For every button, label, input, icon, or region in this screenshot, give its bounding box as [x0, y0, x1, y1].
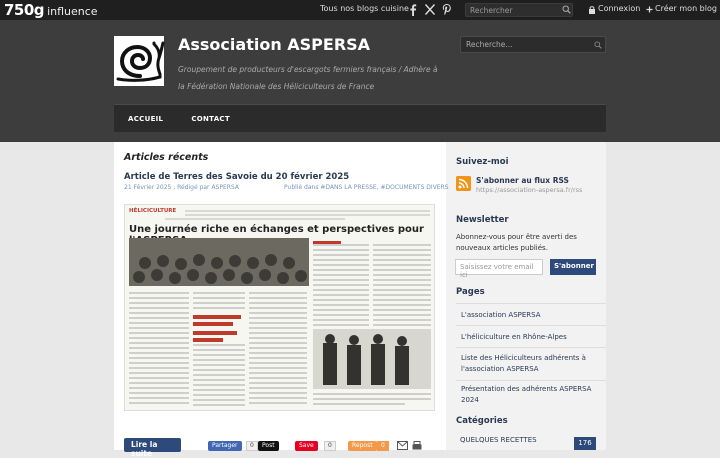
page-link-association[interactable]: L'association ASPERSA [456, 303, 606, 325]
article-image[interactable] [124, 204, 435, 411]
page-link-adherents-list[interactable]: Liste des Héliciculteurs adhérents à l'association ASPERSA [456, 347, 606, 380]
newspaper-kicker: HÉLICICULTURE [129, 208, 177, 214]
facebook-share-count: 0 [246, 441, 258, 451]
login-link[interactable]: Connexion [598, 4, 641, 13]
article-title[interactable]: Article de Terres des Savoie du 20 février 2025 [124, 172, 350, 182]
brand-number: 750g [4, 1, 45, 19]
create-blog-link[interactable]: Créer mon blog [655, 4, 717, 13]
brand-word: influence [47, 5, 98, 18]
top-bar [0, 0, 720, 20]
newsletter-email-input[interactable]: Saisissez votre email ici [455, 259, 543, 275]
brand-logo[interactable] [0, 1, 98, 19]
nav-accueil[interactable]: ACCUEIL [128, 114, 164, 123]
top-search-input[interactable]: Rechercher [465, 3, 573, 17]
all-blogs-link[interactable]: Tous nos blogs cuisine [320, 4, 409, 13]
rss-link[interactable]: S'abonner au flux RSS [476, 176, 569, 185]
nav-contact[interactable]: CONTACT [191, 114, 230, 123]
facebook-share-label: Partager [212, 442, 238, 449]
facebook-share-button[interactable] [208, 441, 242, 451]
newspaper-headline: Une journée riche en échanges et perspectives pour [129, 224, 424, 235]
follow-heading: Suivez-moi [456, 157, 509, 167]
category-count: 176 [574, 437, 596, 450]
article-categories[interactable]: Publié dans #DANS LA PRESSE, #DOCUMENTS DIVERS [284, 184, 449, 191]
lock-icon [588, 5, 596, 14]
page-link-adherents-2024[interactable]: Présentation des adhérents ASPERSA 2024 [456, 380, 606, 410]
newsletter-subscribe-button[interactable]: S'abonner [550, 259, 596, 275]
site-title[interactable]: Association ASPERSA [178, 35, 371, 54]
x-post-label: Post [262, 442, 275, 449]
search-icon[interactable] [562, 5, 571, 14]
page-link-heliciculture[interactable]: L'héliciculture en Rhône-Alpes [456, 325, 606, 347]
pinterest-save-count: 0 [324, 441, 336, 451]
repost-button[interactable] [348, 441, 377, 451]
site-description: Groupement de producteurs d'escargots fermiers français / Adhère à la Fédération Nationale des Héliciculteurs de France [178, 65, 438, 91]
main-nav [114, 104, 606, 132]
repost-label: Repost [352, 442, 373, 449]
header-search-input[interactable]: Recherche... [460, 36, 606, 53]
rss-url: https://association-aspersa.fr/rss [476, 186, 583, 194]
pages-heading: Pages [456, 287, 485, 297]
print-icon[interactable] [412, 441, 422, 450]
categories-heading: Catégories [456, 416, 508, 426]
newspaper-body [125, 205, 436, 412]
facebook-icon[interactable] [407, 3, 419, 16]
snail-logo[interactable] [114, 36, 164, 86]
read-more-button[interactable]: Lire la suite [124, 438, 181, 452]
rss-icon[interactable] [456, 176, 471, 191]
plus-icon [646, 6, 653, 13]
x-post-button[interactable] [258, 441, 279, 451]
email-icon[interactable] [397, 441, 408, 450]
pinterest-icon[interactable] [441, 3, 453, 16]
x-icon[interactable] [424, 3, 436, 16]
pinterest-save-label: Save [299, 442, 314, 449]
newsletter-heading: Newsletter [456, 215, 509, 225]
section-title: Articles récents [124, 152, 209, 163]
header-search-icon[interactable] [594, 41, 602, 49]
article-meta: 21 Février 2025 , Rédigé par ASPERSA [124, 184, 239, 191]
category-recettes[interactable]: QUELQUES RECETTES [460, 436, 537, 444]
newsletter-text: Abonnez-vous pour être averti des nouveaux articles publiés. [456, 233, 577, 252]
pinterest-save-button[interactable] [295, 441, 318, 451]
repost-count: 0 [377, 441, 389, 451]
